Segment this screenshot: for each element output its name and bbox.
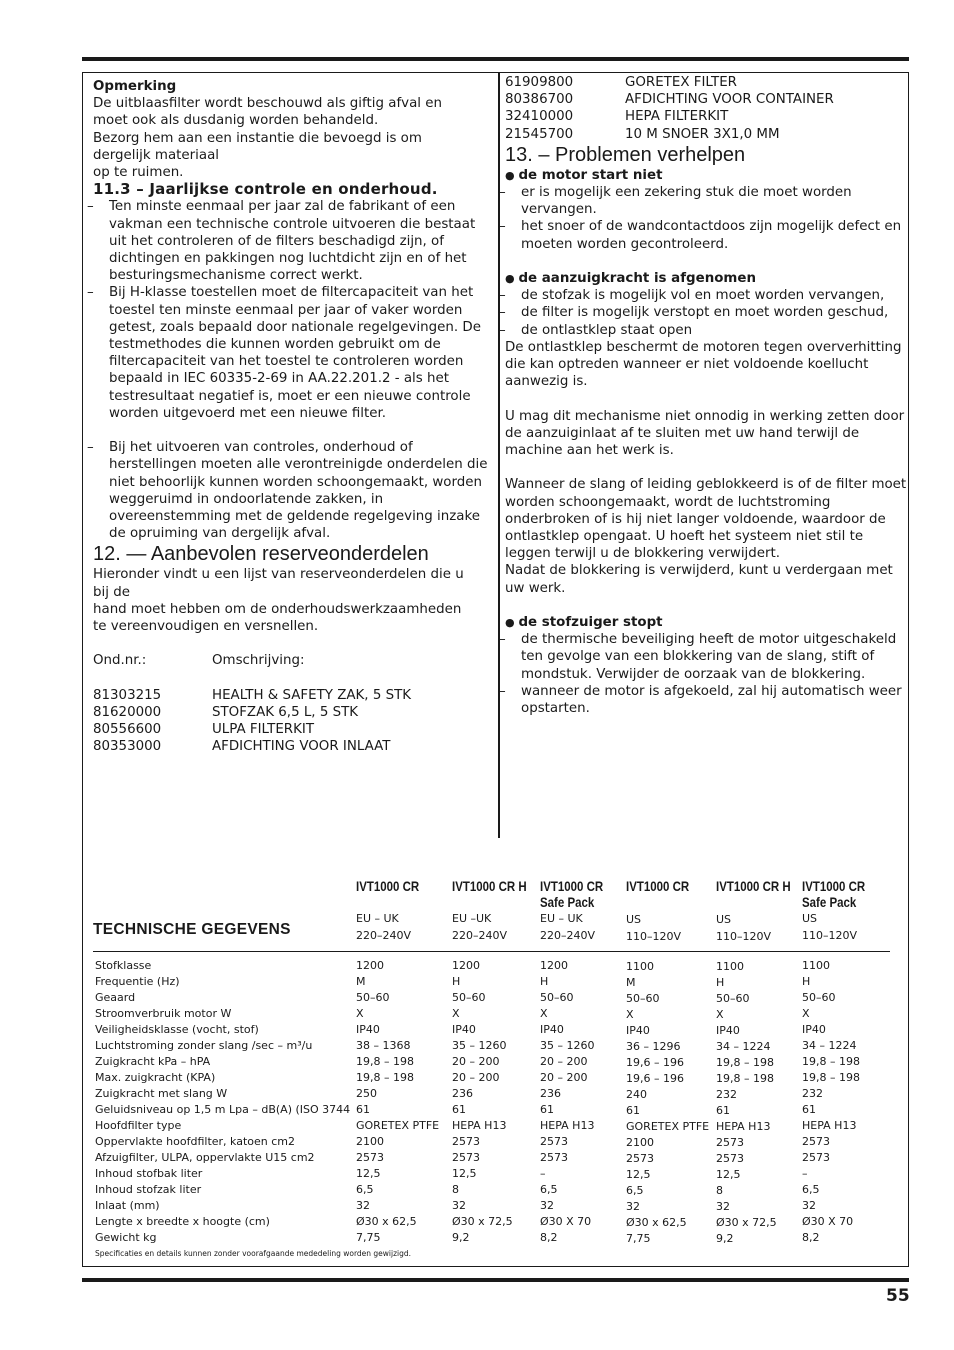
opmerking-line: op te ruimen.	[93, 165, 184, 181]
description-header: Omschrijving:	[212, 653, 305, 669]
spec-value: 19,6 – 196	[626, 1072, 684, 1085]
spec-value: 2573	[540, 1135, 568, 1148]
part-description: STOFZAK 6,5 L, 5 STK	[212, 705, 359, 721]
spec-label: Oppervlakte hoofdfilter, katoen cm2	[95, 1135, 295, 1148]
spec-label: Geaard	[95, 991, 136, 1004]
spec-value: X	[356, 1007, 364, 1020]
spec-value: H	[802, 975, 811, 988]
section-12-heading: 12. — Aanbevolen reserveonderdelen	[93, 543, 429, 566]
right-column	[505, 74, 907, 717]
spec-value: 61	[626, 1104, 640, 1117]
part-number: 32410000	[505, 109, 574, 125]
spec-value: X	[802, 1007, 810, 1020]
paragraph: U mag dit mechanisme niet onnodig in werking zetten door de aanzuiginlaat af te sluiten met uw hand terwijl de machine aan het werk is.	[505, 408, 905, 459]
parts-row	[93, 687, 495, 704]
spec-value: 2100	[356, 1135, 384, 1148]
spec-column	[356, 958, 439, 1246]
spec-value: 2573	[802, 1151, 830, 1164]
spec-value: 38 – 1368	[356, 1039, 411, 1052]
spec-value: 61	[716, 1104, 730, 1117]
spec-value: 250	[356, 1087, 377, 1100]
part-number: 21545700	[505, 126, 574, 142]
part-description: ULPA FILTERKIT	[212, 722, 315, 738]
spec-value: IP40	[626, 1024, 650, 1037]
spec-value: Ø30 X 70	[802, 1215, 854, 1228]
model-header: IVT1000 CR H	[716, 878, 791, 894]
intro-line: hand moet hebben om de onderhoudswerkzaamheden	[93, 601, 462, 617]
spec-value: Ø30 x 72,5	[716, 1216, 777, 1229]
spec-value: 6,5	[540, 1183, 558, 1196]
spec-label: Lengte x breedte x hoogte (cm)	[95, 1215, 270, 1228]
parts-header	[93, 652, 495, 669]
spec-value: 34 – 1224	[802, 1039, 857, 1052]
spec-label: Gewicht kg	[95, 1231, 157, 1244]
spec-value: 12,5	[356, 1167, 381, 1180]
spec-value: 19,6 – 196	[626, 1056, 684, 1069]
spec-value: 12,5	[452, 1167, 477, 1180]
part-description: 10 M SNOER 3X1,0 MM	[625, 126, 780, 142]
tech-data-title: TECHNISCHE GEGEVENS	[93, 921, 291, 938]
spec-value: 2100	[626, 1136, 654, 1149]
spec-value: 32	[626, 1200, 640, 1213]
spec-label: Max. zuigkracht (KPA)	[95, 1071, 216, 1084]
spec-value: 50–60	[716, 992, 750, 1005]
spec-value: 19,8 – 198	[356, 1071, 414, 1084]
spec-value: 61	[452, 1103, 466, 1116]
spec-label: Zuigkracht kPa – hPA	[95, 1055, 211, 1068]
spec-value: 32	[452, 1199, 466, 1212]
spec-value: 9,2	[716, 1232, 734, 1245]
opmerking-line: Bezorg hem aan een instantie die bevoegd is om	[93, 130, 422, 146]
model-region: US 110–120V	[716, 913, 772, 943]
spec-value: 20 – 200	[452, 1071, 500, 1084]
spec-value: 19,8 – 198	[802, 1071, 860, 1084]
spec-label: Zuigkracht met slang W	[95, 1087, 228, 1100]
opmerking-line: De uitblaasfilter wordt beschouwd als giftig afval en	[93, 96, 442, 112]
spec-value: H	[716, 976, 725, 989]
parts-row	[93, 721, 495, 738]
spec-value: 8	[716, 1184, 723, 1197]
part-description: GORETEX FILTER	[625, 75, 737, 90]
spec-column	[716, 959, 777, 1247]
spec-value: 2573	[540, 1151, 568, 1164]
spec-value: 1200	[540, 959, 568, 972]
spec-value: 50–60	[356, 991, 390, 1004]
spec-value: M	[626, 976, 636, 989]
opmerking-line: dergelijk materiaal	[93, 147, 220, 163]
part-number-header: Ond.nr.:	[93, 653, 147, 669]
spec-value: X	[540, 1007, 548, 1020]
spec-value: Ø30 x 62,5	[356, 1215, 417, 1228]
intro-line: bij de	[93, 584, 130, 600]
spec-label: Geluidsniveau op 1,5 m Lpa – dB(A) (ISO 3744	[95, 1103, 351, 1116]
model-header: IVT1000 CR Safe Pack	[802, 878, 866, 910]
spec-value: HEPA H13	[802, 1119, 857, 1132]
list-item: – het snoer of de wandcontactdoos zijn mogelijk defect en moeten worden gecontroleerd.	[505, 218, 907, 252]
part-description: HEALTH & SAFETY ZAK, 5 STK	[212, 687, 412, 703]
spec-value: 1200	[452, 959, 480, 972]
spec-label: Hoofdfilter type	[95, 1119, 182, 1132]
opmerking-title: Opmerking	[93, 79, 177, 94]
spec-value: 2573	[716, 1136, 744, 1149]
spec-value: 6,5	[802, 1183, 820, 1196]
spec-value: 20 – 200	[452, 1055, 500, 1068]
spec-value: GORETEX PTFE	[356, 1119, 440, 1132]
spec-value: 1100	[716, 960, 744, 973]
spec-value: 19,8 – 198	[802, 1055, 860, 1068]
spec-label: Luchtstroming zonder slang /sec – m³/u	[95, 1039, 313, 1052]
part-description: HEPA FILTERKIT	[625, 109, 729, 125]
spec-value: M	[356, 975, 366, 988]
spec-value: HEPA H13	[716, 1120, 771, 1133]
bottom-rule	[82, 1278, 909, 1282]
spec-value: 34 – 1224	[716, 1040, 771, 1053]
left-column	[93, 78, 495, 756]
spec-label: Inlaat (mm)	[95, 1199, 160, 1212]
spec-value: 2573	[356, 1151, 384, 1164]
intro-line: te vereenvoudigen en versnellen.	[93, 619, 319, 635]
spec-value: HEPA H13	[540, 1119, 595, 1132]
list-item: – Ten minste eenmaal per jaar zal de fabrikant of een vakman een technische controle uitvoeren die bestaat uit het controleren of de filters beschadigd zijn, of dichtingen en pakkingen nog luchtdicht zijn en of het besturingsmechanisme correct werkt.	[93, 198, 495, 284]
spec-labels	[95, 958, 350, 1246]
list-item: – Bij het uitvoeren van controles, onderhoud of herstellingen moeten alle verontreinigde onderdelen die niet behoorlijk kunnen worden schoongemaakt, worden weggeruimd in ondoorlatende zakken, in overeenstemming met de geldende regelgeving inzake de opruiming van dergelijk afval.	[93, 439, 495, 542]
part-number: 80386700	[505, 92, 574, 108]
spec-value: 32	[540, 1199, 554, 1212]
spec-value: 19,8 – 198	[716, 1056, 774, 1069]
list-item: – Bij H-klasse toestellen moet de filtercapaciteit van het toestel ten minste eenmaal per jaar of vaker worden getest, zoals bepaald door nationale regelgevingen. De testmethodes die kunnen worden gebruikt om de filtercapaciteit van het toestel te controleren worden bepaald in IEC 60335-2-69 in AA.22.201.2 - als het testresultaat negatief is, moet er een nieuwe controle worden uitgevoerd met een nieuwe filter.	[93, 284, 495, 422]
paragraph: Nadat de blokkering is verwijderd, kunt u verdergaan met uw werk.	[505, 563, 893, 596]
spec-value: 20 – 200	[540, 1055, 588, 1068]
list-item: – de filter is mogelijk verstopt en moet worden geschud,	[505, 304, 907, 321]
spec-value: H	[452, 975, 461, 988]
spec-value: 2573	[452, 1135, 480, 1148]
list-item: – er is mogelijk een zekering stuk die moet worden vervangen.	[505, 184, 907, 218]
spec-value: 8	[452, 1183, 459, 1196]
spec-value: 236	[452, 1087, 473, 1100]
spec-value: 1200	[356, 959, 384, 972]
parts-row	[505, 74, 907, 91]
spec-label: Frequentie (Hz)	[95, 975, 180, 988]
spec-value: 1100	[802, 959, 830, 972]
opmerking-line: moet ook als dusdanig worden behandeld.	[93, 113, 379, 129]
part-number: 80353000	[93, 739, 162, 755]
spec-value: IP40	[540, 1023, 564, 1036]
spec-value: –	[802, 1167, 808, 1180]
paragraph: Wanneer de slang of leiding geblokkeerd is of de filter moet worden schoongemaakt, wordt de luchtstroming onderbroken of is hij niet langer voldoende, waardoor de ontlastklep opengaat. U hoeft het systeem niet stil te leggen terwijl u de blokkering verwijdert.	[505, 477, 907, 562]
part-number: 81303215	[93, 687, 162, 703]
spec-label: Inhoud stofbak liter	[95, 1167, 203, 1180]
spec-value: 2573	[626, 1152, 654, 1165]
page-number: 55	[886, 1286, 910, 1306]
list-item: – de stofzak is mogelijk vol en moet worden vervangen,	[505, 287, 907, 304]
spec-value: H	[540, 975, 549, 988]
spec-note: Specificaties en details kunnen zonder voorafgaande mededeling worden gewijzigd.	[95, 1249, 412, 1258]
model-region: EU – UK 220–240V	[356, 912, 412, 942]
spec-column	[802, 958, 860, 1246]
spec-value: 50–60	[452, 991, 486, 1004]
spec-value: 2573	[716, 1152, 744, 1165]
section-11-3-heading: 11.3 – Jaarlijkse controle en onderhoud.	[93, 180, 438, 199]
spec-value: 8,2	[540, 1231, 558, 1244]
spec-value: 7,75	[356, 1231, 381, 1244]
spec-value: 6,5	[356, 1183, 374, 1196]
spec-value: 50–60	[802, 991, 836, 1004]
spec-value: 232	[802, 1087, 823, 1100]
spec-value: 7,75	[626, 1232, 651, 1245]
spec-value: Ø30 x 72,5	[452, 1215, 513, 1228]
spec-value: 61	[540, 1103, 554, 1116]
spec-column	[540, 958, 594, 1246]
spec-value: 2573	[452, 1151, 480, 1164]
spec-value: 6,5	[626, 1184, 644, 1197]
part-number: 81620000	[93, 705, 162, 721]
spec-label: Stofklasse	[95, 959, 152, 972]
spec-value: Ø30 X 70	[540, 1215, 592, 1228]
model-header: IVT1000 CR H	[452, 878, 527, 894]
spec-value: 19,8 – 198	[716, 1072, 774, 1085]
spec-value: 32	[802, 1199, 816, 1212]
spec-value: Ø30 x 62,5	[626, 1216, 687, 1229]
spec-value: IP40	[716, 1024, 740, 1037]
problem-title: ● de motor start niet	[505, 167, 907, 184]
part-number: 80556600	[93, 722, 162, 738]
spec-value: 61	[356, 1103, 370, 1116]
part-description: AFDICHTING VOOR CONTAINER	[625, 92, 834, 108]
spec-value: X	[626, 1008, 634, 1021]
spec-value: HEPA H13	[452, 1119, 507, 1132]
parts-row	[505, 91, 907, 108]
spec-value: X	[716, 1008, 724, 1021]
spec-value: 9,2	[452, 1231, 470, 1244]
spec-value: 50–60	[626, 992, 660, 1005]
spec-value: 61	[802, 1103, 816, 1116]
part-description: AFDICHTING VOOR INLAAT	[212, 739, 391, 755]
spec-value: 232	[716, 1088, 737, 1101]
spec-value: 32	[716, 1200, 730, 1213]
parts-row	[505, 126, 907, 143]
spec-label: Stroomverbruik motor W	[95, 1007, 232, 1020]
spec-value: 20 – 200	[540, 1071, 588, 1084]
spec-value: IP40	[452, 1023, 476, 1036]
model-region: US 110–120V	[626, 913, 682, 943]
table-header-rule	[93, 951, 890, 952]
parts-row	[93, 738, 495, 755]
spec-value: 32	[356, 1199, 370, 1212]
model-header: IVT1000 CR Safe Pack	[540, 878, 604, 910]
spec-column	[452, 958, 513, 1246]
model-region: EU – UK 220–240V	[540, 912, 596, 942]
list-item: – wanneer de motor is afgekoeld, zal hij automatisch weer opstarten.	[505, 683, 907, 717]
spec-value: –	[540, 1167, 546, 1180]
section-13-heading: 13. – Problemen verhelpen	[505, 143, 746, 166]
spec-value: 36 – 1296	[626, 1040, 681, 1053]
list-item: – de thermische beveiliging heeft de motor uitgeschakeld ten gevolge van een blokkering van de slang, stift of mondstuk. Verwijder de oorzaak van de blokkering.	[505, 631, 907, 683]
spec-value: 19,8 – 198	[356, 1055, 414, 1068]
spec-label: Veiligheidsklasse (vocht, stof)	[95, 1023, 259, 1036]
spec-value: 12,5	[716, 1168, 741, 1181]
spec-label: Afzuigfilter, ULPA, oppervlakte U15 cm2	[95, 1151, 315, 1164]
spec-value: 35 – 1260	[540, 1039, 595, 1052]
spec-value: 8,2	[802, 1231, 820, 1244]
spec-value: GORETEX PTFE	[626, 1120, 710, 1133]
spec-value: IP40	[802, 1023, 826, 1036]
model-region: EU –UK 220–240V	[452, 912, 508, 942]
part-number: 61909800	[505, 75, 574, 90]
spec-value: IP40	[356, 1023, 380, 1036]
spec-label: Inhoud stofzak liter	[95, 1183, 202, 1196]
spec-value: 240	[626, 1088, 647, 1101]
spec-value: 236	[540, 1087, 561, 1100]
list-item: – de ontlastklep staat open	[505, 322, 907, 339]
spec-value: 1100	[626, 960, 654, 973]
problem-title: ● de stofzuiger stopt	[505, 614, 907, 631]
parts-row	[505, 108, 907, 125]
intro-line: Hieronder vindt u een lijst van reserveonderdelen die u	[93, 567, 464, 583]
model-region: US 110–120V	[802, 912, 858, 942]
spec-column	[626, 959, 709, 1247]
spec-value: 35 – 1260	[452, 1039, 507, 1052]
spec-value: 2573	[802, 1135, 830, 1148]
spec-value: 50–60	[540, 991, 574, 1004]
model-header: IVT1000 CR	[626, 878, 690, 894]
problem-title: ● de aanzuigkracht is afgenomen	[505, 270, 907, 287]
spec-value: X	[452, 1007, 460, 1020]
spec-value: 12,5	[626, 1168, 651, 1181]
model-header: IVT1000 CR	[356, 878, 420, 894]
paragraph: De ontlastklep beschermt de motoren tegen oververhitting die kan optreden wanneer er niet voldoende koellucht aanwezig is.	[505, 339, 902, 390]
parts-row	[93, 704, 495, 721]
top-rule	[82, 57, 909, 61]
